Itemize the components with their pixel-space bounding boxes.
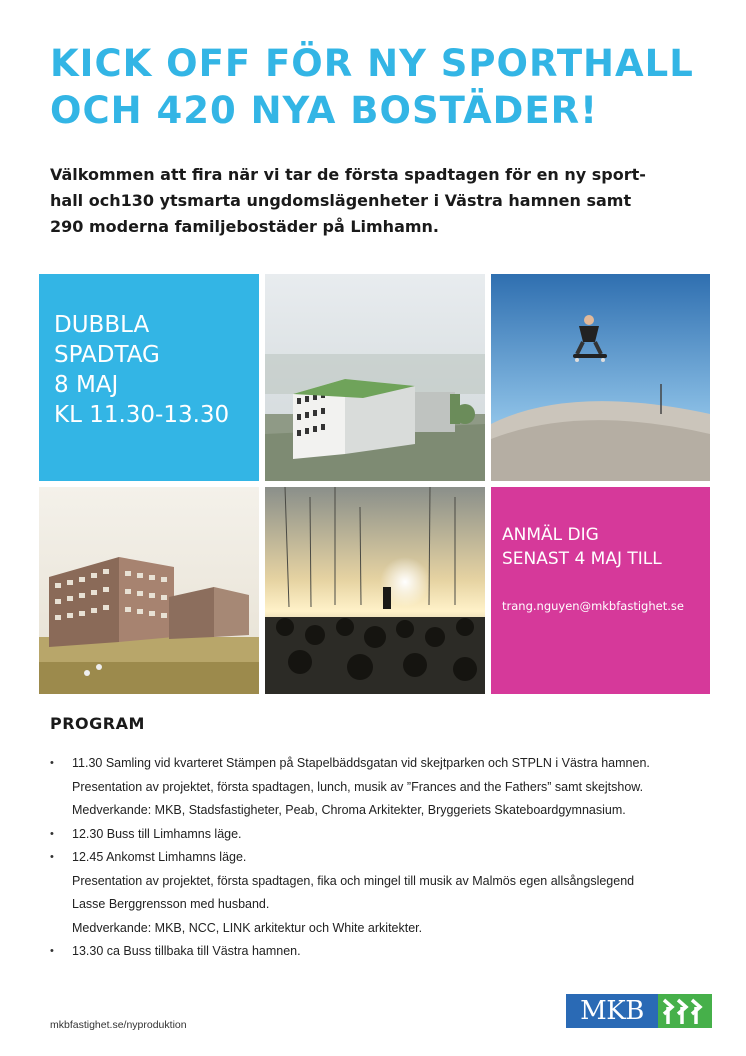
page-title — [50, 40, 710, 134]
arrows-icon — [658, 994, 712, 1028]
footer-url-link[interactable]: mkbfastighet.se/nyproduktion — [50, 1019, 187, 1031]
program-line: Medverkande: MKB, NCC, LINK arkitektur och White arkitekter. — [72, 920, 423, 935]
title-line-2: OCH 420 NYA BOSTÄDER! — [50, 89, 598, 132]
intro-line-2: hall och130 ytsmarta ungdomslägenheter i Västra hamnen samt — [50, 191, 632, 210]
skateboarder-image — [491, 274, 710, 481]
program-heading: PROGRAM — [50, 714, 145, 733]
registration-email-link[interactable]: trang.nguyen@mkbfastighet.se — [502, 599, 684, 613]
date-line-3: 8 MAJ — [54, 372, 119, 398]
program-line: Presentation av projektet, första spadtagen, fika och mingel till musik av Malmös egen allsångslegend — [72, 873, 635, 888]
sport-hall-rendering-image — [265, 274, 485, 481]
program-line: • 13.30 ca Buss tillbaka till Västra hamnen. — [72, 944, 301, 958]
program-line: Presentation av projektet, första spadtagen, lunch, musik av ”Frances and the Fathers” samt skejtshow. — [72, 779, 644, 794]
apartment-buildings-image — [39, 487, 259, 694]
program-line: • 11.30 Samling vid kvarteret Stämpen på Stapelbäddsgatan vid skejtparken och STPLN i Västra hamnen. — [72, 756, 650, 770]
registration-tile — [491, 487, 710, 694]
harbour-crowd-image — [265, 487, 485, 694]
program-item — [50, 940, 720, 964]
mkb-logo — [566, 994, 712, 1028]
date-line-1: DUBBLA — [54, 312, 150, 338]
program-item — [50, 823, 720, 847]
date-info — [54, 310, 229, 430]
program-line: Lasse Berggrensson med husband. — [72, 897, 270, 911]
mkb-logo-text: MKB — [566, 994, 658, 1028]
program-item — [50, 752, 720, 823]
intro-text — [50, 162, 700, 240]
program-line: • 12.45 Ankomst Limhamns läge. — [72, 850, 247, 864]
program-item — [50, 846, 720, 940]
title-line-1: KICK OFF FÖR NY SPORTHALL — [50, 42, 694, 85]
program-line: Medverkande: MKB, Stadsfastigheter, Peab, Chroma Arkitekter, Bryggeriets Skateboardgymnasium. — [72, 803, 626, 817]
program-line: • 12.30 Buss till Limhamns läge. — [72, 826, 242, 841]
registration-line-1: ANMÄL DIG — [502, 525, 599, 545]
registration-line-2: SENAST 4 MAJ TILL — [502, 549, 662, 569]
registration-info — [502, 523, 662, 571]
date-tile — [39, 274, 259, 481]
date-line-4: KL 11.30-13.30 — [54, 402, 230, 428]
date-line-2: SPADTAG — [54, 342, 160, 368]
program-list — [50, 752, 720, 964]
intro-line-1: Välkommen att fira när vi tar de första spadtagen för en ny sport- — [50, 165, 646, 184]
intro-line-3: 290 moderna familjebostäder på Limhamn. — [50, 217, 439, 236]
